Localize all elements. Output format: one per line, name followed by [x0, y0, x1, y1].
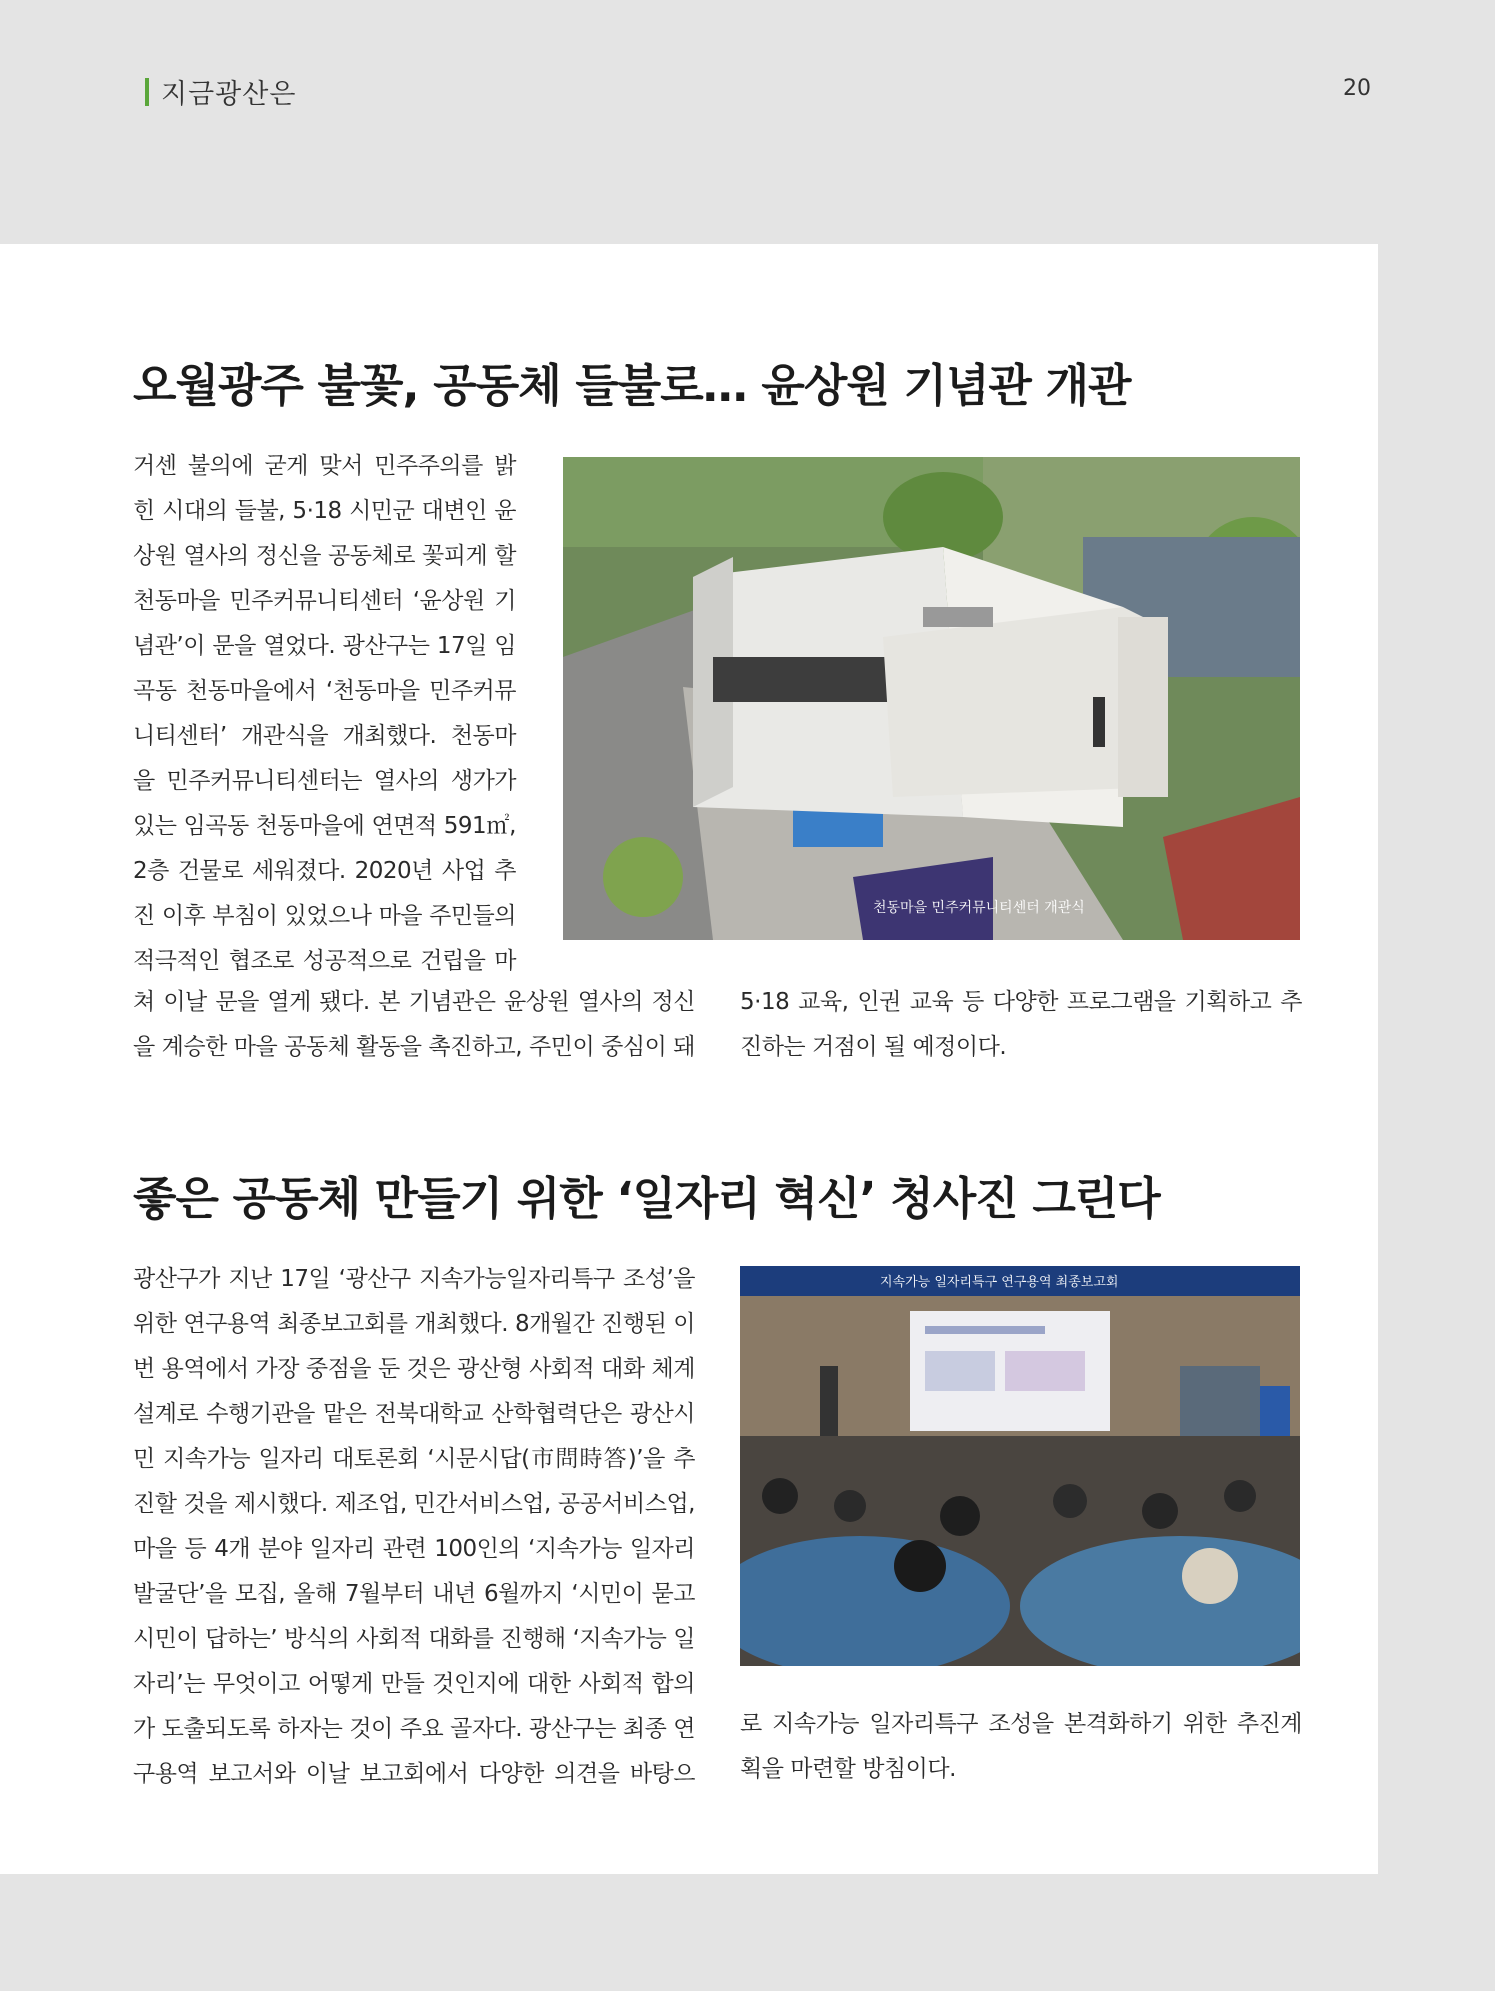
article2-col-left — [133, 1257, 695, 1797]
article1-text-line: 천동마을 민주커뮤니티센터 ‘윤상원 기 — [133, 588, 516, 614]
section-accent-bar — [145, 78, 149, 106]
article2-text-line: 번 용역에서 가장 중점을 둔 것은 광산형 사회적 대화 체계 — [133, 1356, 695, 1382]
article1-text-line: 니티센터’ 개관식을 개최했다. 천동마 — [133, 723, 516, 749]
article1-text-line: 진 이후 부침이 있었으나 마을 주민들의 — [133, 903, 516, 929]
article1-text-line: 5·18 교육, 인권 교육 등 다양한 프로그램을 기획하고 추 — [740, 989, 1302, 1015]
article2-text-line: 획을 마련할 방침이다. — [740, 1756, 956, 1782]
article2-col-right — [740, 1702, 1302, 1792]
article1-lead-text — [133, 444, 516, 984]
article2-text-line: 자리’는 무엇이고 어떻게 만들 것인지에 대한 사회적 합의 — [133, 1671, 695, 1697]
article1-text-line: 진하는 거점이 될 예정이다. — [740, 1034, 1007, 1060]
photo2-banner-text: 지속가능 일자리특구 연구용역 최종보고회 — [880, 1275, 1119, 1290]
article2-text-line: 위한 연구용역 최종보고회를 개최했다. 8개월간 진행된 이 — [133, 1311, 695, 1337]
content-panel — [0, 244, 1378, 1874]
article2-headline: 좋은 공동체 만들기 위한 ‘일자리 혁신’ 청사진 그린다 — [133, 1172, 1160, 1225]
article1-text-line: 을 계승한 마을 공동체 활동을 촉진하고, 주민이 중심이 돼 — [133, 1034, 695, 1060]
section-label — [145, 72, 296, 111]
article2-text-line: 민 지속가능 일자리 대토론회 ‘시문시답(市問時答)’을 추 — [133, 1446, 695, 1472]
article2-text-line: 마을 등 4개 분야 일자리 관련 100인의 ‘지속가능 일자리 — [133, 1536, 695, 1562]
article1-text-line: 적극적인 협조로 성공적으로 건립을 마 — [133, 948, 516, 974]
memorial-hall-photo — [563, 457, 1300, 940]
article1-text-line: 거센 불의에 굳게 맞서 민주주의를 밝 — [133, 453, 516, 479]
section-title: 지금광산은 — [161, 79, 297, 110]
article1-text-line: 있는 임곡동 천동마을에 연면적 591㎡, — [133, 813, 516, 839]
article1-text-line: 힌 시대의 들불, 5·18 시민군 대변인 윤 — [133, 498, 516, 524]
article2-text-line: 로 지속가능 일자리특구 조성을 본격화하기 위한 추진계 — [740, 1711, 1302, 1737]
article1-text-line: 2층 건물로 세워졌다. 2020년 사업 추 — [133, 858, 516, 884]
job-report-photo — [740, 1266, 1300, 1666]
page-number: 20 — [1343, 76, 1371, 101]
article1-text-line: 념관’이 문을 열었다. 광산구는 17일 임 — [133, 633, 516, 659]
article1-col-left — [133, 980, 695, 1070]
article2-text-line: 구용역 보고서와 이날 보고회에서 다양한 의견을 바탕으 — [133, 1761, 695, 1787]
article1-headline: 오월광주 불꽃, 공동체 들불로… 윤상원 기념관 개관 — [133, 359, 1131, 412]
article2-text-line: 시민이 답하는’ 방식의 사회적 대화를 진행해 ‘지속가능 일 — [133, 1626, 695, 1652]
article2-text-line: 진할 것을 제시했다. 제조업, 민간서비스업, 공공서비스업, — [133, 1491, 695, 1517]
article1-text-line: 을 민주커뮤니티센터는 열사의 생가가 — [133, 768, 516, 794]
article1-text-line: 상원 열사의 정신을 공동체로 꽃피게 할 — [133, 543, 516, 569]
article2-text-line: 설계로 수행기관을 맡은 전북대학교 산학협력단은 광산시 — [133, 1401, 695, 1427]
article1-col-right — [740, 980, 1302, 1070]
article1-text-line: 쳐 이날 문을 열게 됐다. 본 기념관은 윤상원 열사의 정신 — [133, 989, 695, 1015]
article2-text-line: 발굴단’을 모집, 올해 7월부터 내년 6월까지 ‘시민이 묻고 — [133, 1581, 695, 1607]
article1-text-line: 곡동 천동마을에서 ‘천동마을 민주커뮤 — [133, 678, 516, 704]
article2-text-line: 가 도출되도록 하자는 것이 주요 골자다. 광산구는 최종 연 — [133, 1716, 695, 1742]
article2-text-line: 광산구가 지난 17일 ‘광산구 지속가능일자리특구 조성’을 — [133, 1266, 695, 1292]
photo1-banner-text: 천동마을 민주커뮤니티센터 개관식 — [873, 900, 1085, 916]
